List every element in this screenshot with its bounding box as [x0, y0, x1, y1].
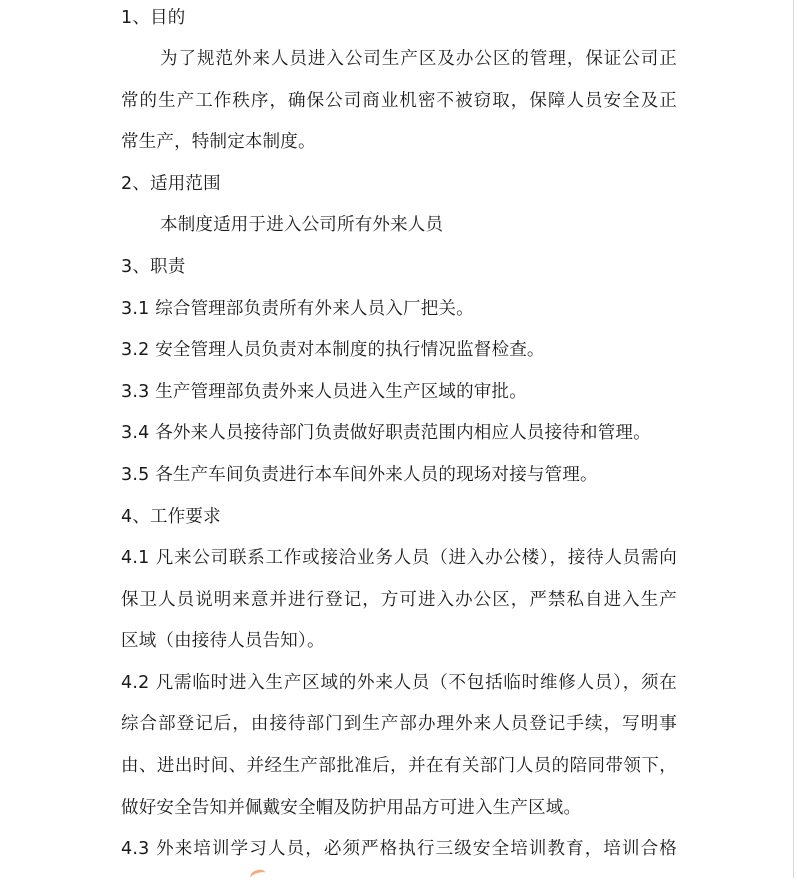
section-4-2-line-3: 由、进出时间、并经生产部批准后，并在有关部门人员的陪同带领下，	[121, 756, 677, 776]
section-3-item-5: 3.5 各生产车间负责进行本车间外来人员的现场对接与管理。	[121, 465, 598, 485]
section-3-item-4: 3.4 各外来人员接待部门负责做好职责范围内相应人员接待和管理。	[121, 423, 651, 443]
section-1-body-line-3: 常生产，特制定本制度。	[121, 132, 316, 152]
decorative-mark	[249, 868, 268, 883]
page-edge-rule	[793, 0, 794, 878]
section-4-heading: 4、工作要求	[121, 507, 221, 527]
section-1-body-line-2: 常的生产工作秩序，确保公司商业机密不被窃取，保障人员安全及正	[121, 91, 677, 111]
section-2-heading: 2、适用范围	[121, 174, 221, 194]
section-1-heading: 1、目的	[121, 8, 186, 28]
section-4-1-line-3: 区域（由接待人员告知）。	[121, 631, 325, 651]
section-4-2-line-1: 4.2 凡需临时进入生产区域的外来人员（不包括临时维修人员），须在	[121, 673, 677, 693]
section-3-item-2: 3.2 安全管理人员负责对本制度的执行情况监督检查。	[121, 340, 545, 360]
section-2-body: 本制度适用于进入公司所有外来人员	[160, 215, 444, 235]
section-3-heading: 3、职责	[121, 257, 186, 277]
section-4-2-line-4: 做好安全告知并佩戴安全帽及防护用品方可进入生产区域。	[121, 798, 582, 818]
section-4-1-line-2: 保卫人员说明来意并进行登记，方可进入办公区，严禁私自进入生产	[121, 590, 677, 610]
section-4-3-line-1: 4.3 外来培训学习人员，必须严格执行三级安全培训教育，培训合格	[121, 839, 677, 859]
section-4-2-line-2: 综合部登记后，由接待部门到生产部办理外来人员登记手续，写明事	[121, 714, 677, 734]
section-1-body-line-1: 为了规范外来人员进入公司生产区及办公区的管理，保证公司正	[160, 49, 677, 69]
section-4-1-line-1: 4.1 凡来公司联系工作或接洽业务人员（进入办公楼），接待人员需向	[121, 548, 677, 568]
section-3-item-3: 3.3 生产管理部负责外来人员进入生产区域的审批。	[121, 382, 527, 402]
section-3-item-1: 3.1 综合管理部负责所有外来人员入厂把关。	[121, 299, 474, 319]
